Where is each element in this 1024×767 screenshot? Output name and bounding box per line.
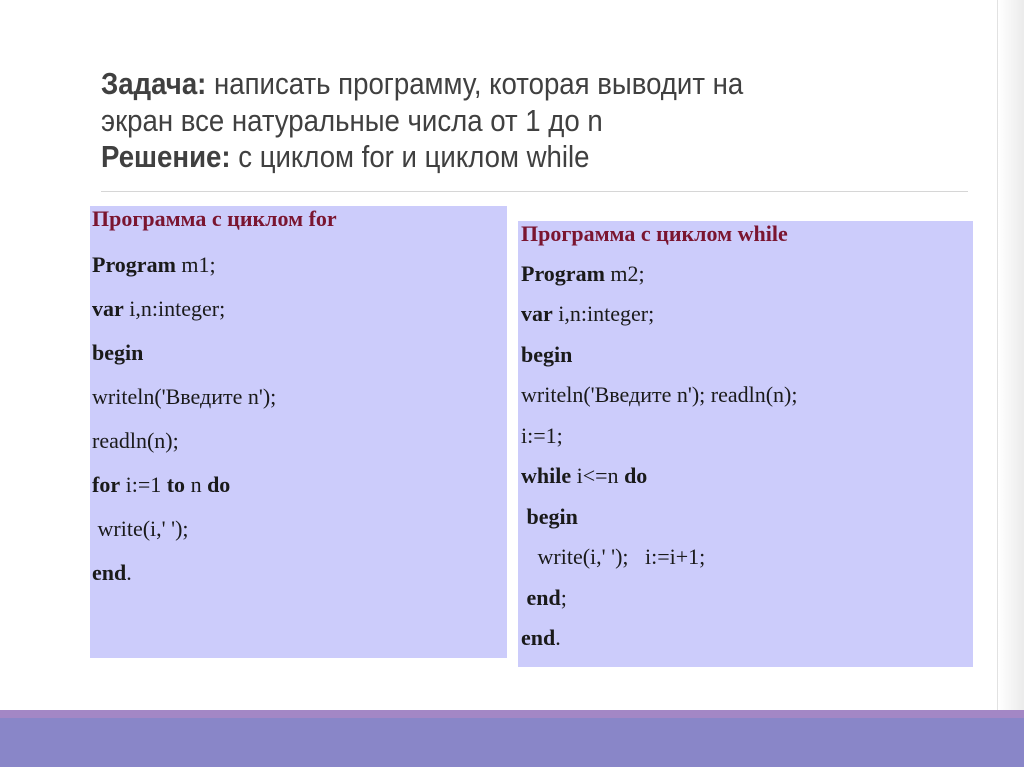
slide-title [101,66,849,176]
code-line [92,252,216,278]
code-text: m2; [604,261,645,286]
code-line: begin [521,504,578,529]
keyword: end [92,560,127,585]
keyword: var [521,301,553,326]
keyword: do [207,472,231,497]
for-program-heading: Программа с циклом for [92,206,337,231]
code-line [521,261,645,287]
code-text: n [185,472,208,497]
keyword: var [92,296,124,321]
for-program-box [90,206,507,658]
title-line-2: экран все натуральные числа от 1 до n [101,102,603,138]
footer-stripe [0,710,1024,718]
code-line [521,585,567,611]
code-text: . [555,625,561,650]
keyword: for [92,472,121,497]
keyword: Program [92,252,176,277]
while-program-box [518,221,973,667]
footer-bar [0,718,1024,767]
keyword: while [521,463,572,488]
code-line [92,472,230,498]
keyword: to [166,472,186,497]
solution-label: Решение: [101,139,231,174]
code-text: m1; [175,252,216,277]
code-text: i:=1 [120,472,167,497]
while-program-heading: Программа с циклом while [521,221,788,246]
code-line: writeln('Введите n'); [92,384,277,409]
task-label: Задача: [101,66,207,101]
keyword: end [521,585,561,610]
keyword: Program [521,261,605,286]
code-line: begin [521,342,573,367]
keyword: end [521,625,556,650]
code-text: i,n:integer; [552,301,655,326]
code-line [92,560,132,586]
code-text: ; [560,585,567,610]
title-line-3 [101,139,849,176]
code-line: write(i,' '); i:=i+1; [521,544,706,569]
code-line: write(i,' '); [92,516,189,541]
task-text: написать программу, которая выводит на [206,66,744,101]
code-line: readln(n); [92,428,179,453]
page-edge-shadow [997,0,1024,712]
keyword: do [624,463,648,488]
code-line [521,463,647,489]
code-line: begin [92,340,144,365]
code-text: . [126,560,132,585]
title-line-1 [101,66,849,103]
code-line: i:=1; [521,423,563,448]
code-line [92,296,225,322]
code-line [521,301,654,327]
code-line: writeln('Введите n'); readln(n); [521,382,798,407]
title-divider [101,191,968,192]
code-text: i<=n [571,463,625,488]
code-line [521,625,561,651]
code-text: i,n:integer; [123,296,226,321]
solution-text: с циклом for и циклом while [230,139,590,174]
